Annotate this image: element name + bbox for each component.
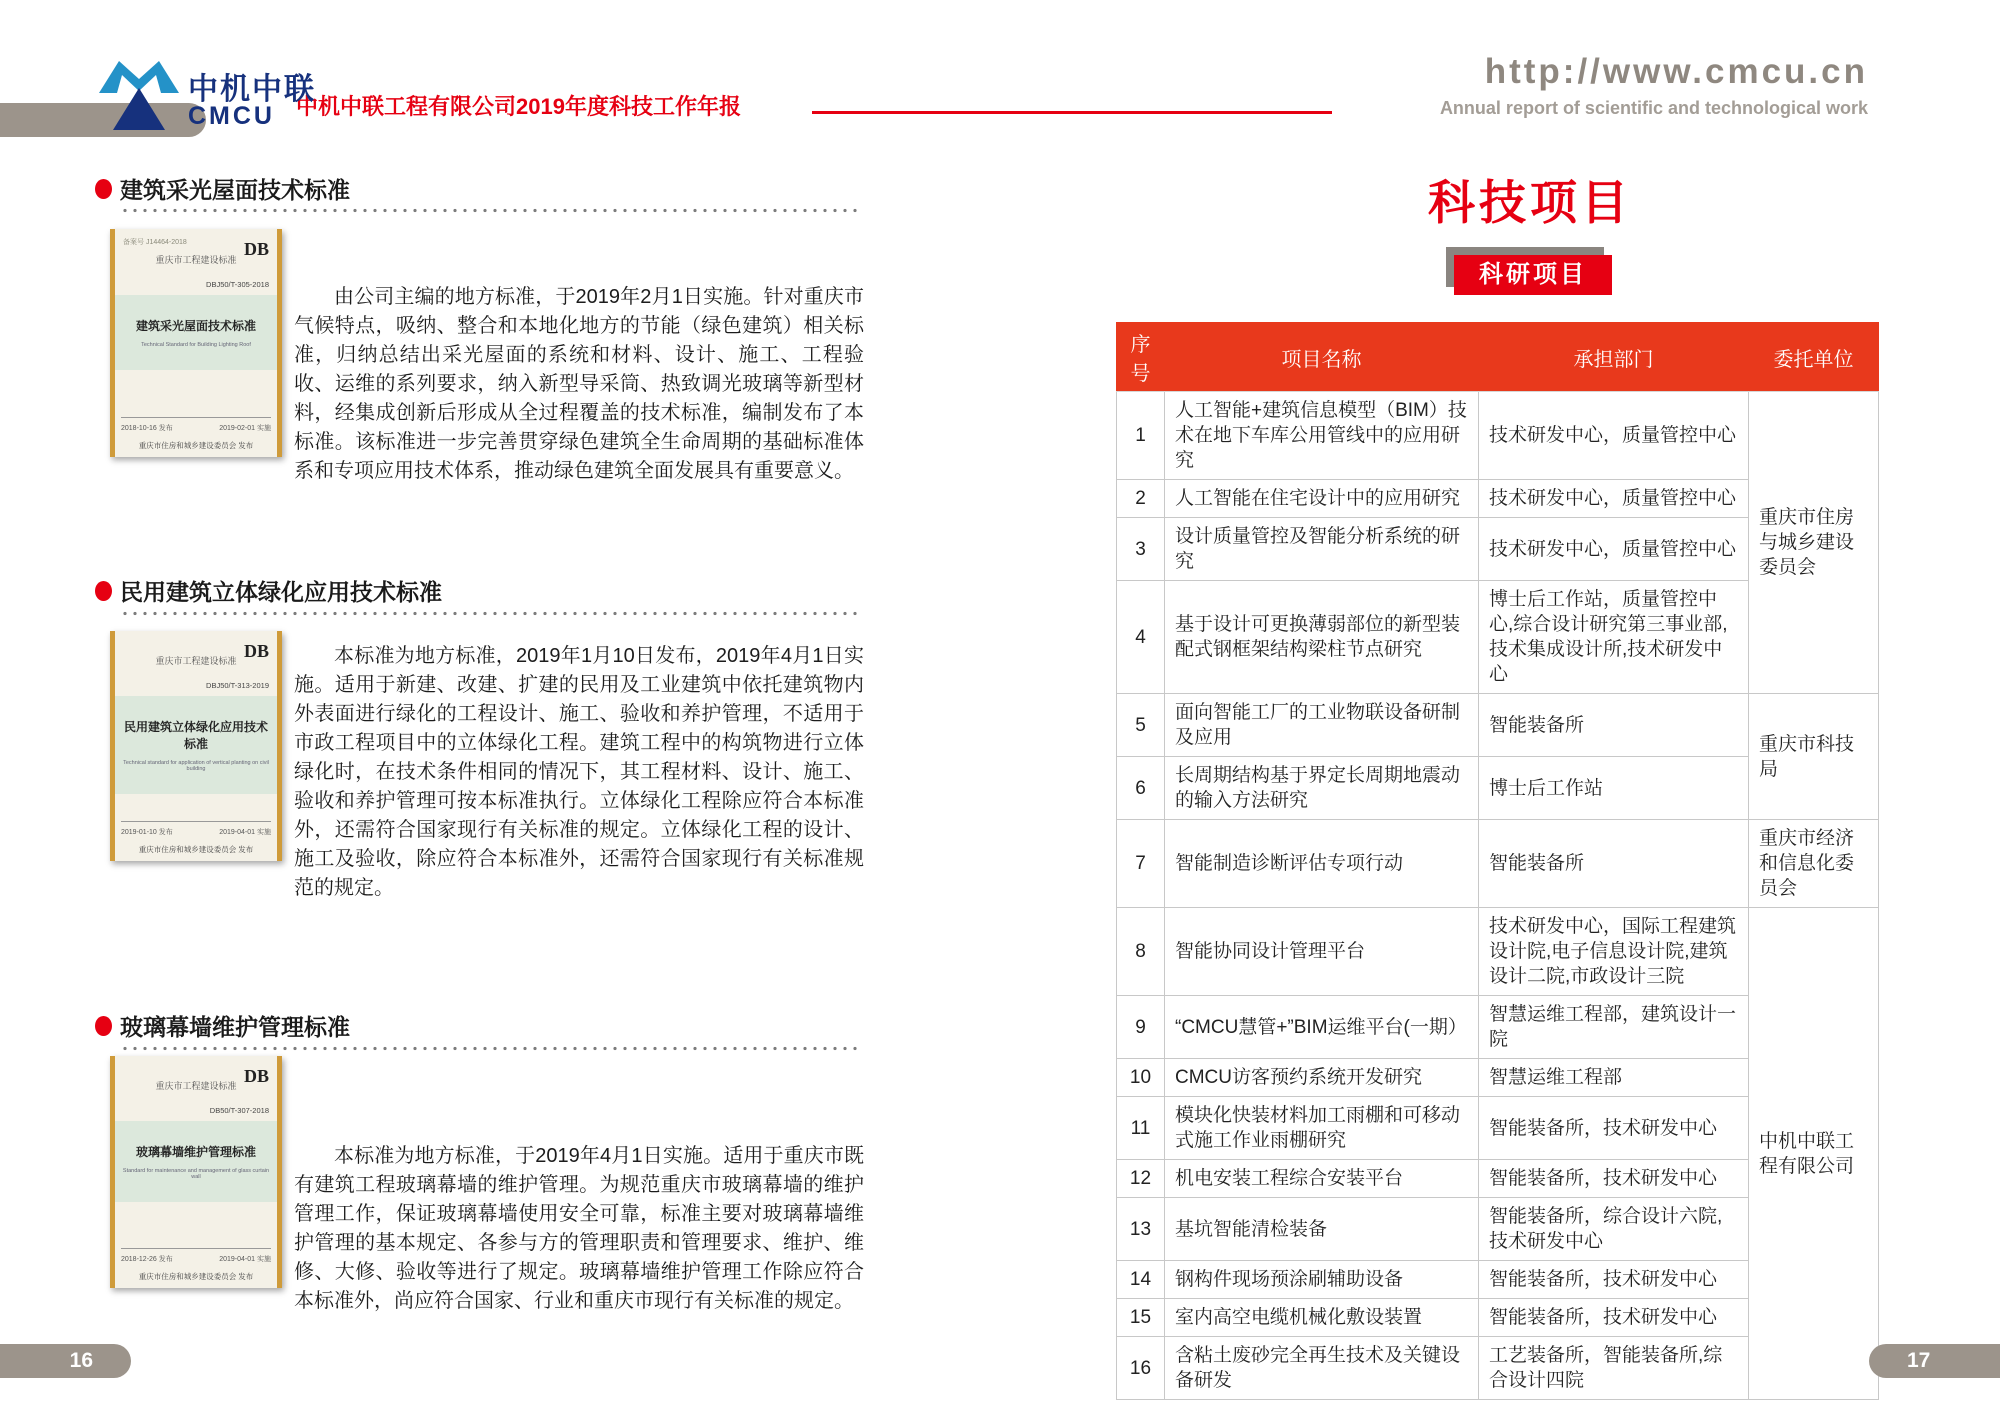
cover-category: 重庆市工程建设标准 [155, 255, 237, 265]
header-no: 序号 [1117, 323, 1165, 392]
cell-department: 智能装备所，技术研发中心 [1479, 1097, 1749, 1160]
table-row [1117, 694, 1879, 757]
cover-category: 重庆市工程建设标准 [155, 1081, 237, 1091]
cover-effective-date: 2019-04-01 实施 [219, 1256, 271, 1263]
cell-project-name: 长周期结构基于界定长周期地震动的输入方法研究 [1165, 757, 1479, 820]
cell-project-name: 人工智能在住宅设计中的应用研究 [1165, 480, 1479, 518]
cell-no: 1 [1117, 392, 1165, 480]
section-heading-3 [95, 1009, 350, 1042]
section-body-3: 本标准为地方标准，于2019年4月1日实施。适用于重庆市既有建筑工程玻璃幕墙的维护管理。为规范重庆市玻璃幕墙的维护管理工作，保证玻璃幕墙使用安全可靠，标准主要对玻璃幕墙维护管理的基本规定、各参与方的管理职责和管理要求、维护、维修、大修、验收等进行了规定。玻璃幕墙维护管理工作除应符合本标准外，尚应符合国家、行业和重庆市现行有关标准的规定。 [294, 1145, 864, 1312]
cell-no: 9 [1117, 996, 1165, 1059]
cover-title: 民用建筑立体绿化应用技术标准 [123, 720, 268, 751]
cell-department: 智能装备所 [1479, 694, 1749, 757]
website-subtitle: Annual report of scientific and technological work [1439, 98, 1868, 118]
research-projects-badge [1446, 247, 1612, 295]
cell-department: 技术研发中心，质量管控中心 [1479, 518, 1749, 581]
research-projects-table [1116, 322, 1879, 1400]
cover-db-mark: DB [243, 641, 269, 661]
cell-project-name: 面向智能工厂的工业物联设备研制及应用 [1165, 694, 1479, 757]
cell-no: 4 [1117, 581, 1165, 694]
cell-client: 重庆市经济和信息化委员会 [1749, 820, 1879, 908]
cell-project-name: 钢构件现场预涂刷辅助设备 [1165, 1261, 1479, 1299]
dotted-divider [120, 610, 862, 617]
table-row [1117, 908, 1879, 996]
cell-no: 12 [1117, 1160, 1165, 1198]
report-title: 中机中联工程有限公司2019年度科技工作年报 [296, 94, 741, 119]
red-dot-icon [95, 179, 112, 199]
cell-no: 6 [1117, 757, 1165, 820]
cell-project-name: “CMCU慧管+”BIM运维平台(一期） [1165, 996, 1479, 1059]
cover-effective-date: 2019-04-01 实施 [219, 829, 271, 836]
cell-no: 15 [1117, 1299, 1165, 1337]
section-heading-1 [95, 172, 350, 205]
page-title: 科技项目 [1428, 178, 1632, 230]
dotted-divider [120, 207, 862, 214]
logo-en-text: CMCU [188, 102, 275, 130]
cover-reg-number: 备案号 J14464-2018 [123, 239, 187, 246]
red-dot-icon [95, 1016, 112, 1036]
header-department: 承担部门 [1479, 323, 1749, 392]
cell-project-name: 智能制造诊断评估专项行动 [1165, 820, 1479, 908]
cover-db-mark: DB [243, 1066, 269, 1086]
cell-project-name: 基于设计可更换薄弱部位的新型装配式钢框架结构梁柱节点研究 [1165, 581, 1479, 694]
cover-category: 重庆市工程建设标准 [155, 656, 237, 666]
cover-db-mark: DB [243, 239, 269, 259]
cell-department: 工艺装备所，智能装备所,综合设计四院 [1479, 1337, 1749, 1400]
table-header-row [1117, 323, 1879, 392]
dotted-divider [120, 1045, 862, 1052]
cell-no: 5 [1117, 694, 1165, 757]
page-number-right: 17 [1869, 1344, 2000, 1378]
cell-client: 重庆市科技局 [1749, 694, 1879, 820]
standard-cover-3 [110, 1056, 282, 1288]
section-body-2: 本标准为地方标准，2019年1月10日发布，2019年4月1日实施。适用于新建、改建、扩建的民用及工业建筑中依托建筑物内外表面进行绿化的工程设计、施工、验收和养护管理，不适用于市政工程项目中的立体绿化工程。建筑工程中的构筑物进行立体绿化时，在技术条件相同的情况下，其工程材料、设计、施工、验收和养护管理可按本标准执行。立体绿化工程除应符合本标准外，还需符合国家现行有关标准的规定。立体绿化工程的设计、施工及验收，除应符合本标准外，还需符合国家现行有关标准规范的规定。 [294, 645, 864, 899]
cell-project-name: 室内高空电缆机械化敷设装置 [1165, 1299, 1479, 1337]
cell-no: 14 [1117, 1261, 1165, 1299]
projects-table-body [1117, 392, 1879, 1400]
section-heading-1-label: 建筑采光屋面技术标准 [120, 177, 350, 203]
logo-cn-text: 中机中联 [188, 73, 316, 106]
cover-issuer: 重庆市住房和城乡建设委员会 发布 [138, 441, 254, 450]
cell-department: 博士后工作站，质量管控中心,综合设计研究第三事业部,技术集成设计所,技术研发中心 [1479, 581, 1749, 694]
standard-cover-1 [110, 229, 282, 457]
red-dot-icon [95, 581, 112, 601]
cell-no: 10 [1117, 1059, 1165, 1097]
cover-title: 玻璃幕墙维护管理标准 [135, 1145, 256, 1159]
cell-department: 博士后工作站 [1479, 757, 1749, 820]
cover-issuer: 重庆市住房和城乡建设委员会 发布 [138, 1272, 254, 1281]
cell-project-name: 人工智能+建筑信息模型（BIM）技术在地下车库公用管线中的应用研究 [1165, 392, 1479, 480]
cover-effective-date: 2019-02-01 实施 [219, 425, 271, 432]
standard-cover-2 [110, 631, 282, 861]
cover-issue-date: 2018-10-16 发布 [121, 425, 173, 432]
cell-project-name: 含粘土废砂完全再生技术及关键设备研发 [1165, 1337, 1479, 1400]
cell-department: 技术研发中心，国际工程建筑设计院,电子信息设计院,建筑设计二院,市政设计三院 [1479, 908, 1749, 996]
cell-department: 智能装备所，技术研发中心 [1479, 1261, 1749, 1299]
cover-issue-date: 2018-12-26 发布 [121, 1256, 173, 1263]
page-number-left: 16 [0, 1344, 131, 1378]
cell-department: 智能装备所，综合设计六院,技术研发中心 [1479, 1198, 1749, 1261]
cell-no: 16 [1117, 1337, 1165, 1400]
cell-project-name: CMCU访客预约系统开发研究 [1165, 1059, 1479, 1097]
cell-project-name: 基坑智能清检装备 [1165, 1198, 1479, 1261]
cover-standard-number: DB50/T-307-2018 [209, 1106, 269, 1115]
cell-department: 智慧运维工程部 [1479, 1059, 1749, 1097]
cover-title-en: Standard for maintenance and management of glass curtain wall [122, 1168, 270, 1180]
cell-no: 3 [1117, 518, 1165, 581]
cell-client: 中机中联工程有限公司 [1749, 908, 1879, 1400]
cell-project-name: 智能协同设计管理平台 [1165, 908, 1479, 996]
badge-label: 科研项目 [1454, 255, 1612, 295]
cover-title: 建筑采光屋面技术标准 [135, 319, 256, 333]
header-client: 委托单位 [1749, 323, 1879, 392]
section-heading-2 [95, 574, 442, 607]
cell-no: 8 [1117, 908, 1165, 996]
header-project-name: 项目名称 [1165, 323, 1479, 392]
section-body-1: 由公司主编的地方标准，于2019年2月1日实施。针对重庆市气候特点，吸纳、整合和本地化地方的节能（绿色建筑）相关标准，归纳总结出采光屋面的系统和材料、设计、施工、工程验收、运维的系列要求，纳入新型导采筒、热致调光玻璃等新型材料，经集成创新后形成从全过程覆盖的技术标准，编制发布了本标准。该标准进一步完善贯穿绿色建筑全生命周期的基础标准体系和专项应用技术体系，推动绿色建筑全面发展具有重要意义。 [294, 286, 864, 482]
cell-department: 智能装备所，技术研发中心 [1479, 1160, 1749, 1198]
cell-project-name: 模块化快装材料加工雨棚和可移动式施工作业雨棚研究 [1165, 1097, 1479, 1160]
table-row [1117, 392, 1879, 480]
cell-project-name: 设计质量管控及智能分析系统的研究 [1165, 518, 1479, 581]
cell-no: 13 [1117, 1198, 1165, 1261]
cell-no: 11 [1117, 1097, 1165, 1160]
cmcu-logo [98, 58, 316, 142]
cover-standard-number: DBJ50/T-305-2018 [206, 280, 269, 289]
cell-project-name: 机电安装工程综合安装平台 [1165, 1160, 1479, 1198]
cell-department: 智能装备所，技术研发中心 [1479, 1299, 1749, 1337]
cell-department: 技术研发中心，质量管控中心 [1479, 392, 1749, 480]
cell-department: 智慧运维工程部，建筑设计一院 [1479, 996, 1749, 1059]
cell-department: 智能装备所 [1479, 820, 1749, 908]
cover-title-en: Technical standard for application of vertical planting on civil building [123, 760, 269, 772]
cover-issue-date: 2019-01-10 发布 [121, 829, 173, 836]
section-heading-2-label: 民用建筑立体绿化应用技术标准 [120, 579, 442, 605]
cell-no: 7 [1117, 820, 1165, 908]
cover-standard-number: DBJ50/T-313-2019 [206, 681, 269, 690]
table-row [1117, 820, 1879, 908]
cell-department: 技术研发中心，质量管控中心 [1479, 480, 1749, 518]
mountain-logo-icon [98, 58, 180, 134]
cover-issuer: 重庆市住房和城乡建设委员会 发布 [138, 845, 254, 854]
cell-no: 2 [1117, 480, 1165, 518]
cell-client: 重庆市住房与城乡建设委员会 [1749, 392, 1879, 694]
website-url: http://www.cmcu.cn [1484, 52, 1868, 91]
cover-title-en: Technical Standard for Building Lighting Roof [141, 342, 251, 348]
title-rule-line [812, 111, 1332, 114]
section-heading-3-label: 玻璃幕墙维护管理标准 [120, 1014, 350, 1040]
